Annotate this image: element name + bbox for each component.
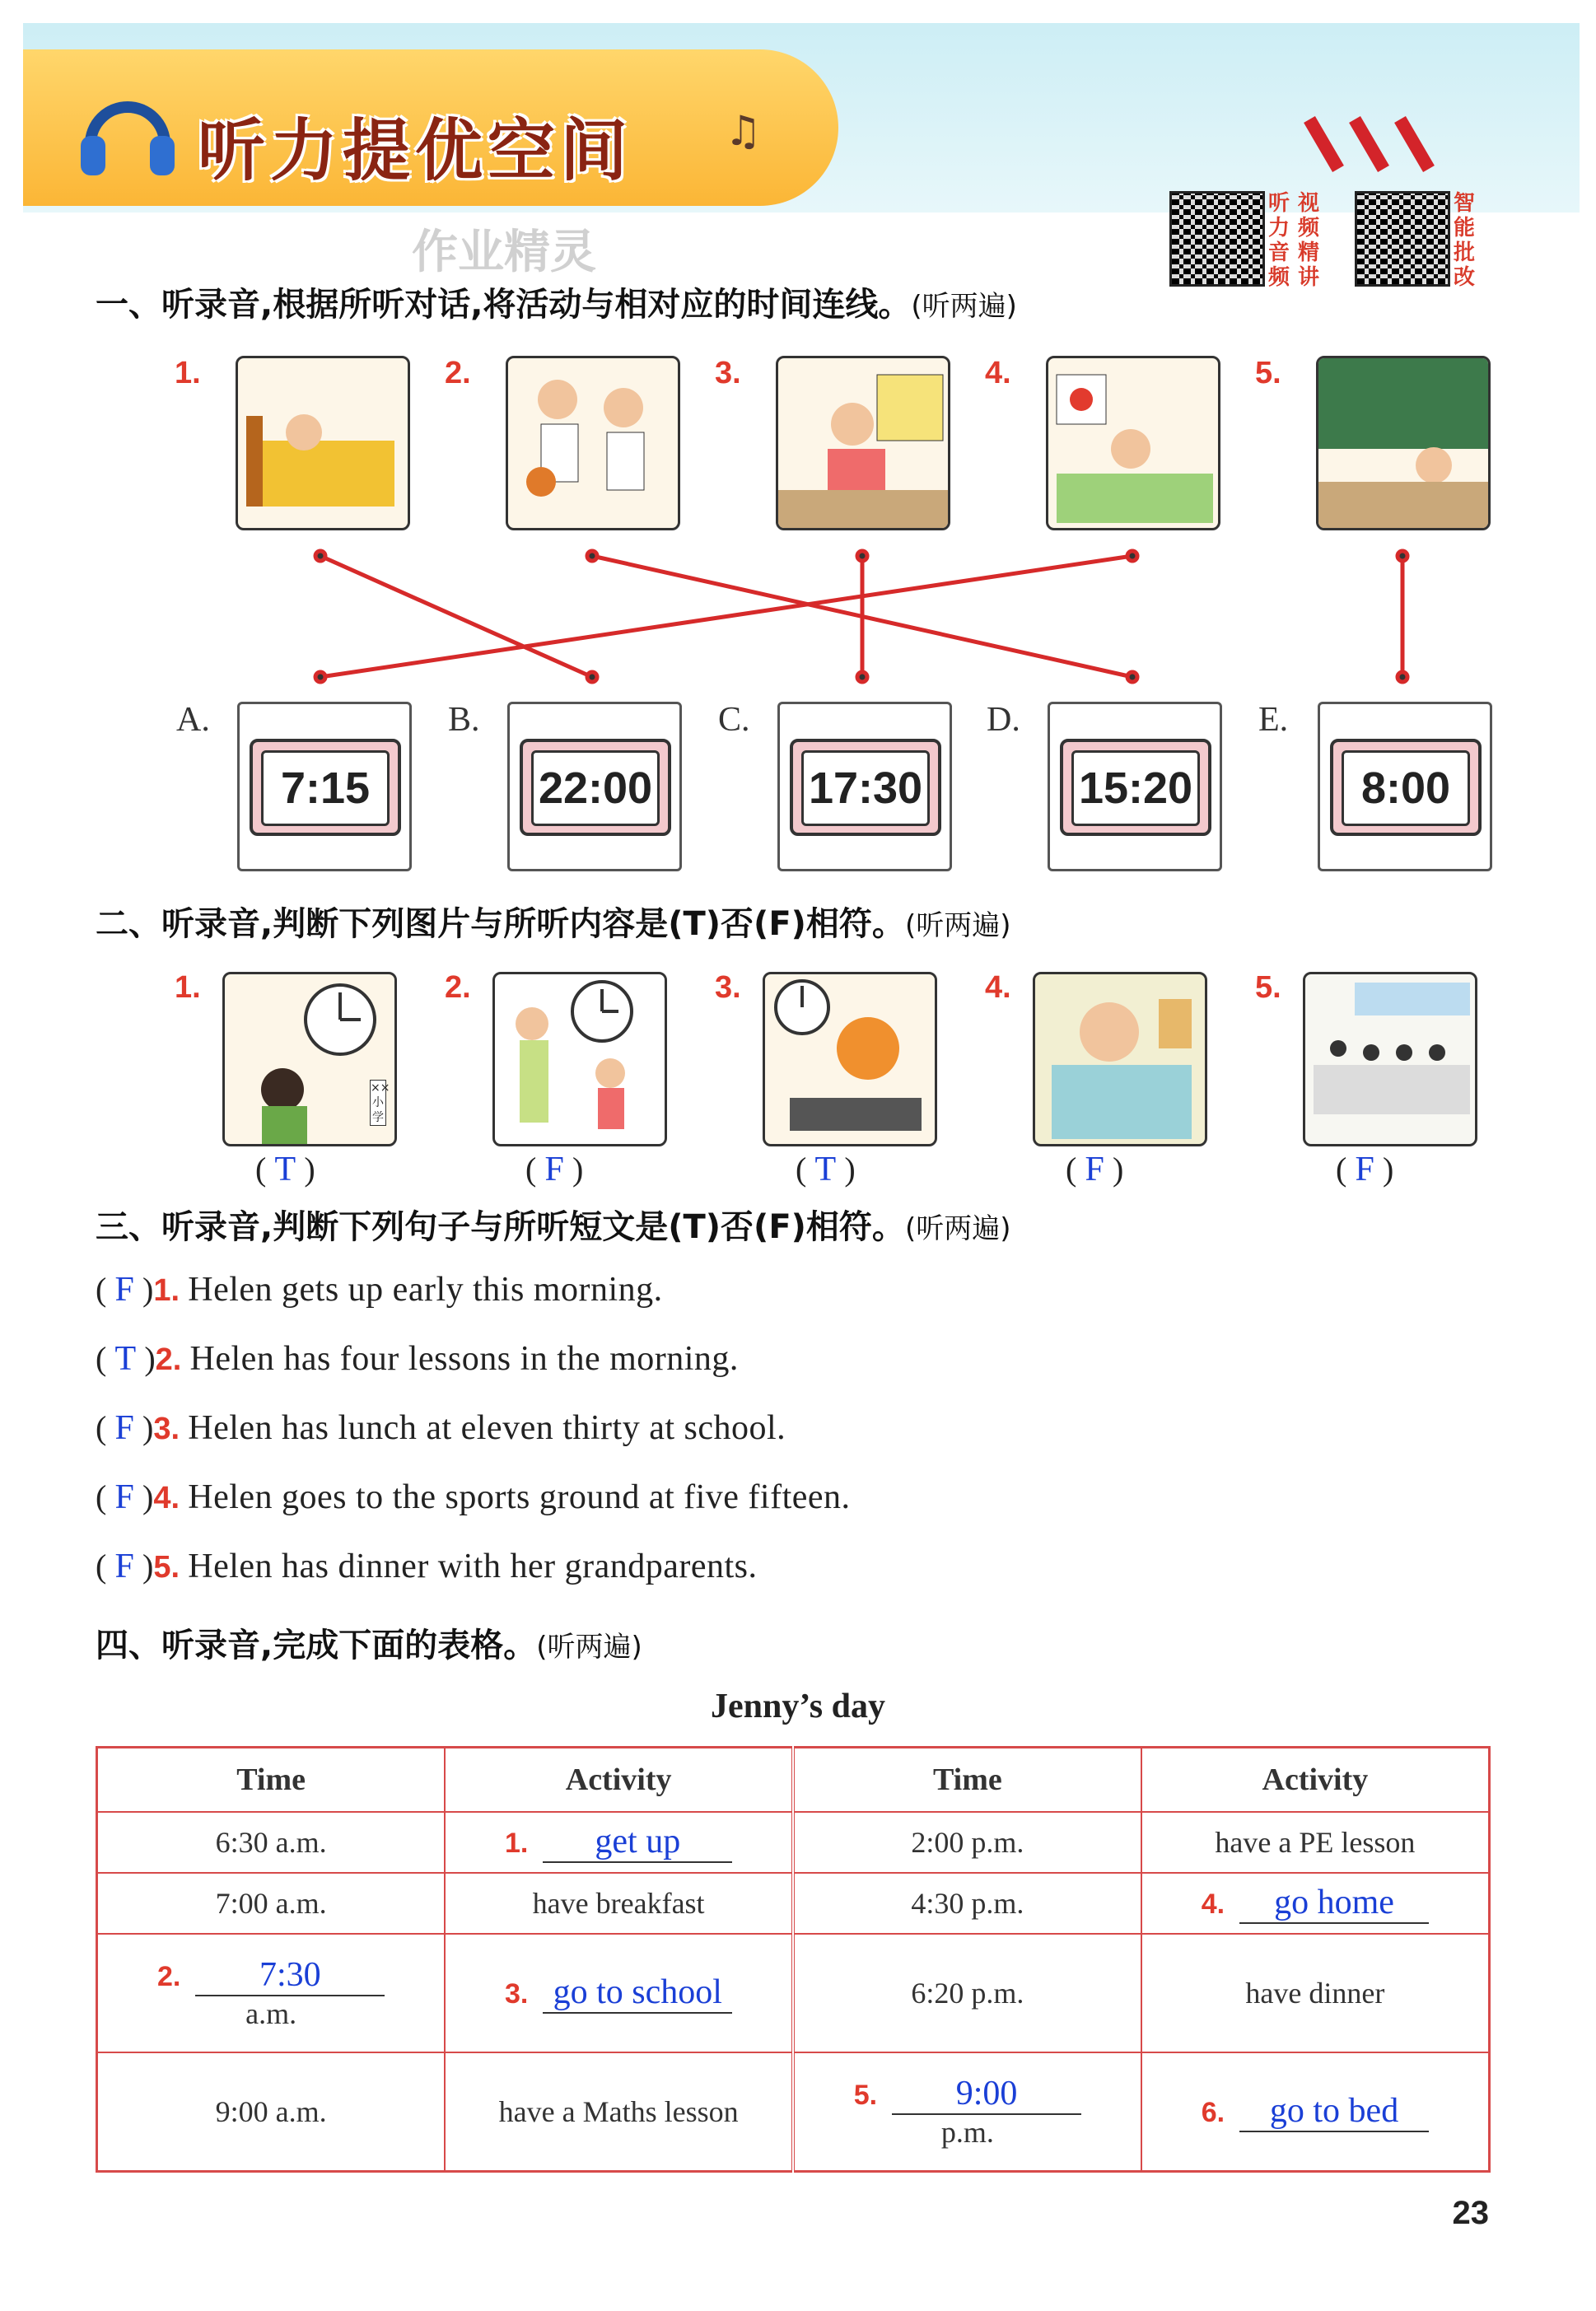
header-activity-2: Activity [1141,1748,1490,1813]
answer-5[interactable]: 9:00 [892,2074,1081,2115]
row4-time1: 9:00 a.m. [97,2052,446,2171]
watermark: 作业精灵 [412,226,596,279]
row1-time1: 6:30 a.m. [97,1812,446,1873]
answer-6[interactable]: go to bed [1239,2091,1429,2132]
qr-label-audio: 听力音频 [1268,191,1290,290]
clock-e-time: 8:00 [1342,750,1470,826]
section2-heading: 二、听录音,判断下列图片与所听内容是(T)否(F)相符。(听两遍) [96,905,1011,943]
s2-num-2: 2. [445,970,471,1005]
jenny-day-table [96,1746,1491,2173]
page-title: 听力提优空间 [198,112,633,190]
clock-a-time: 7:15 [261,750,390,826]
s2-answer-1: ( T ) [255,1151,315,1188]
answer-4[interactable]: go home [1239,1883,1429,1924]
row3-time1: 2. 7:30 a.m. [97,1934,446,2052]
qr-label-video: 视频精讲 [1298,191,1320,290]
clock-letter-a: A. [176,701,210,739]
clock-a [237,702,412,871]
picture-class-children [1303,972,1477,1146]
s3-item-2: ( T )2. Helen has four lessons in the morning. [96,1340,739,1378]
row4-activity1: have a Maths lesson [445,2052,793,2171]
school-sign: ××小学 [371,1081,390,1124]
section4-heading: 四、听录音,完成下面的表格。(听两遍) [96,1627,642,1664]
qr-label-grading: 智能批改 [1454,191,1476,290]
s1-num-1: 1. [175,356,201,390]
answer-2[interactable]: 7:30 [195,1955,385,1996]
row1-activity2: have a PE lesson [1141,1812,1490,1873]
s2-answer-3: ( T ) [796,1151,856,1188]
s1-num-4: 4. [985,356,1011,390]
s2-answer-5: ( F ) [1336,1151,1394,1188]
row3-activity2: have dinner [1141,1934,1490,2052]
clock-e [1318,702,1492,871]
s3-item-3: ( F )3. Helen has lunch at eleven thirty at school. [96,1409,786,1447]
clock-letter-d: D. [987,701,1020,739]
s2-answer-2: ( F ) [525,1151,584,1188]
row4-activity2: 6. go to bed [1141,2052,1490,2171]
answer-3[interactable]: go to school [543,1973,732,2014]
s3-item-4: ( F )4. Helen goes to the sports ground at five fifteen. [96,1478,851,1516]
s2-num-3: 3. [715,970,741,1005]
s2-num-1: 1. [175,970,201,1005]
clock-c [777,702,952,871]
s3-item-1: ( F )1. Helen gets up early this morning. [96,1271,663,1309]
header-time-1: Time [97,1748,446,1813]
s2-num-4: 4. [985,970,1011,1005]
music-note-icon: ♫ [725,107,762,155]
clock-d [1048,702,1222,871]
section1-heading: 一、听录音,根据所听对话,将活动与相对应的时间连线。(听两遍) [96,286,1017,324]
s1-num-2: 2. [445,356,471,390]
row1-activity1: 1. get up [445,1812,793,1873]
s2-num-5: 5. [1255,970,1281,1005]
header-time-2: Time [793,1748,1141,1813]
row4-time2: 5. 9:00 p.m. [793,2052,1141,2171]
picture-school-gate [222,972,397,1146]
clock-d-time: 15:20 [1071,750,1200,826]
clock-b-time: 22:00 [531,750,660,826]
row3-activity1: 3. go to school [445,1934,793,2052]
clock-letter-c: C. [718,701,750,739]
clock-c-time: 17:30 [801,750,930,826]
picture-mother-child [492,972,667,1146]
row1-time2: 2:00 p.m. [793,1812,1141,1873]
s3-item-5: ( F )5. Helen has dinner with her grandparents. [96,1548,758,1585]
row2-activity2: 4. go home [1141,1873,1490,1934]
table-title: Jenny’s day [711,1688,885,1725]
matching-lines [0,0,1596,741]
row3-time2: 6:20 p.m. [793,1934,1141,2052]
row2-time1: 7:00 a.m. [97,1873,446,1934]
row2-time2: 4:30 p.m. [793,1873,1141,1934]
page-number: 23 [1452,2195,1489,2231]
picture-boy-bed [1033,972,1207,1146]
s2-answer-4: ( F ) [1066,1151,1124,1188]
s1-num-3: 3. [715,356,741,390]
header-activity-1: Activity [445,1748,793,1813]
clock-b [507,702,682,871]
s1-num-5: 5. [1255,356,1281,390]
clock-letter-b: B. [448,701,480,739]
answer-1[interactable]: get up [543,1822,732,1863]
row2-activity1: have breakfast [445,1873,793,1934]
section3-heading: 三、听录音,判断下列句子与所听短文是(T)否(F)相符。(听两遍) [96,1208,1011,1246]
clock-letter-e: E. [1258,701,1289,739]
picture-cat-lunch [763,972,937,1146]
